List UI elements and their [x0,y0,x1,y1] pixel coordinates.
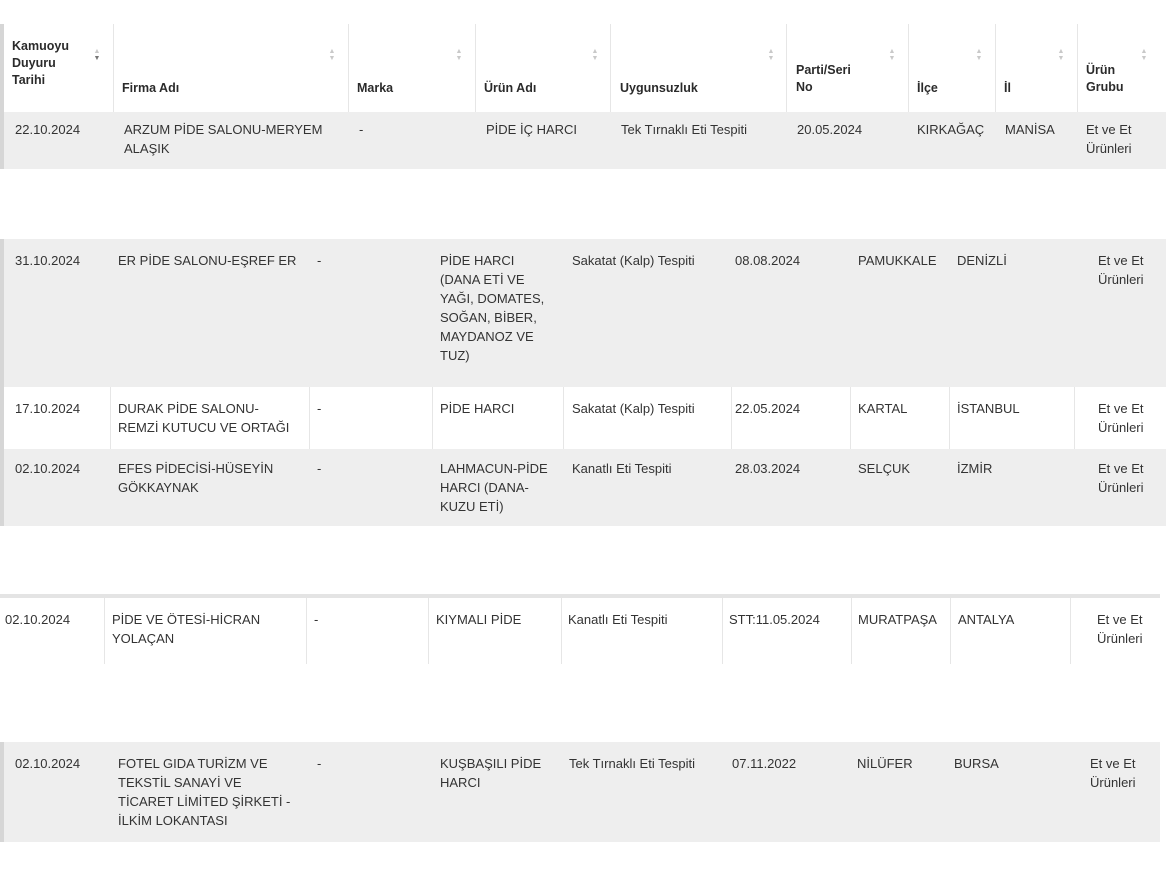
sort-icon[interactable]: ▲ ▼ [1057,48,1065,62]
cell-district: NİLÜFER [857,756,913,771]
header-row [0,24,1166,112]
cell-brand: - [359,122,364,137]
cell-product-group: Et ve Et Ürünleri [1098,461,1144,495]
cell-batch: 22.05.2024 [735,401,801,416]
cell-company: FOTEL GIDA TURİZM VE TEKSTİL SANAYİ VE TİCARET LİMİTED ŞİRKETİ - İLKİM LOKANTASI [118,756,291,828]
results-table-segment [0,594,1160,668]
cell-product-group: Et ve Et Ürünleri [1090,756,1136,790]
sort-icon[interactable]: ▲ ▼ [1140,48,1148,62]
cell-brand: - [317,461,322,476]
cell-district: KARTAL [858,401,908,416]
cell-date: 17.10.2024 [15,401,81,416]
cell-province: MANİSA [1005,122,1055,137]
sort-icon[interactable]: ▲ ▼ [93,48,101,62]
cell-product-group: Et ve Et Ürünleri [1098,401,1144,435]
cell-brand: - [317,401,322,416]
column-header-brand[interactable]: Marka [357,81,394,95]
cell-district: MURATPAŞA [858,612,937,627]
cell-batch: 28.03.2024 [735,461,801,476]
cell-product: PİDE HARCI [440,401,515,416]
cell-date: 02.10.2024 [15,461,81,476]
column-header-nonconformity[interactable]: Uygunsuzluk [620,81,698,95]
cell-province: İSTANBUL [957,401,1020,416]
table-row[interactable] [4,449,1166,526]
sort-icon[interactable]: ▲ ▼ [455,48,463,62]
cell-batch: STT:11.05.2024 [729,612,820,627]
cell-product-group: Et ve Et Ürünleri [1086,122,1132,156]
cell-date: 22.10.2024 [15,122,81,137]
cell-company: ARZUM PİDE SALONU-MERYEM ALAŞIK [124,122,323,156]
cell-province: DENİZLİ [957,253,1007,268]
cell-nonconformity: Tek Tırnaklı Eti Tespiti [569,756,695,771]
sort-icon[interactable]: ▲ ▼ [888,48,896,62]
cell-district: SELÇUK [858,461,911,476]
cell-date: 02.10.2024 [5,612,71,627]
cell-brand: - [317,756,322,771]
cell-product: KUŞBAŞILI PİDE HARCI [440,756,542,790]
table-row[interactable] [4,239,1166,387]
sort-icon[interactable]: ▲ ▼ [767,48,775,62]
sort-icon[interactable]: ▲ ▼ [975,48,983,62]
cell-nonconformity: Kanatlı Eti Tespiti [568,612,668,627]
cell-province: ANTALYA [958,612,1015,627]
results-table-segment [0,239,1166,526]
sort-icon[interactable]: ▲ ▼ [328,48,336,62]
cell-company: EFES PİDECİSİ-HÜSEYİN GÖKKAYNAK [118,461,274,495]
column-header-announcement-date[interactable]: Kamuoyu Duyuru Tarihi [12,39,69,87]
cell-district: KIRKAĞAÇ [917,122,985,137]
cell-nonconformity: Kanatlı Eti Tespiti [572,461,672,476]
table-row[interactable] [0,598,1160,664]
cell-nonconformity: Sakatat (Kalp) Tespiti [572,401,695,416]
cell-company: ER PİDE SALONU-EŞREF ER [118,253,297,268]
column-header-district[interactable]: İlçe [917,81,938,95]
table-row[interactable] [4,742,1160,842]
cell-brand: - [317,253,322,268]
cell-province: İZMİR [957,461,993,476]
cell-company: PİDE VE ÖTESİ-HİCRAN YOLAÇAN [112,612,261,646]
table-row[interactable] [4,387,1166,449]
cell-batch: 07.11.2022 [732,756,797,771]
cell-nonconformity: Tek Tırnaklı Eti Tespiti [621,122,747,137]
column-header-product-name[interactable]: Ürün Adı [484,81,537,95]
cell-batch: 08.08.2024 [735,253,801,268]
cell-date: 02.10.2024 [15,756,81,771]
column-header-product-group[interactable]: Ürün Grubu [1086,63,1124,94]
cell-company: DURAK PİDE SALONU- REMZİ KUTUCU VE ORTAĞI [118,401,290,435]
results-table-segment [0,742,1160,842]
cell-product: PİDE İÇ HARCI [486,122,578,137]
column-header-province[interactable]: İl [1004,81,1011,95]
cell-district: PAMUKKALE [858,253,937,268]
cell-product: PİDE HARCI (DANA ETİ VE YAĞI, DOMATES, SOĞAN, BİBER, MAYDANOZ VE TUZ) [440,253,545,363]
cell-brand: - [314,612,319,627]
cell-product: LAHMACUN-PİDE HARCI (DANA- KUZU ETİ) [440,461,548,514]
column-header-company-name[interactable]: Firma Adı [122,81,180,95]
column-header-batch-no[interactable]: Parti/Seri No [796,63,851,94]
cell-date: 31.10.2024 [15,253,81,268]
cell-nonconformity: Sakatat (Kalp) Tespiti [572,253,695,268]
cell-product: KIYMALI PİDE [436,612,522,627]
cell-product-group: Et ve Et Ürünleri [1098,253,1144,287]
cell-province: BURSA [954,756,999,771]
cell-batch: 20.05.2024 [797,122,863,137]
table-row[interactable] [4,112,1166,169]
cell-product-group: Et ve Et Ürünleri [1097,612,1143,646]
results-table-header [0,24,1166,169]
sort-icon[interactable]: ▲ ▼ [591,48,599,62]
